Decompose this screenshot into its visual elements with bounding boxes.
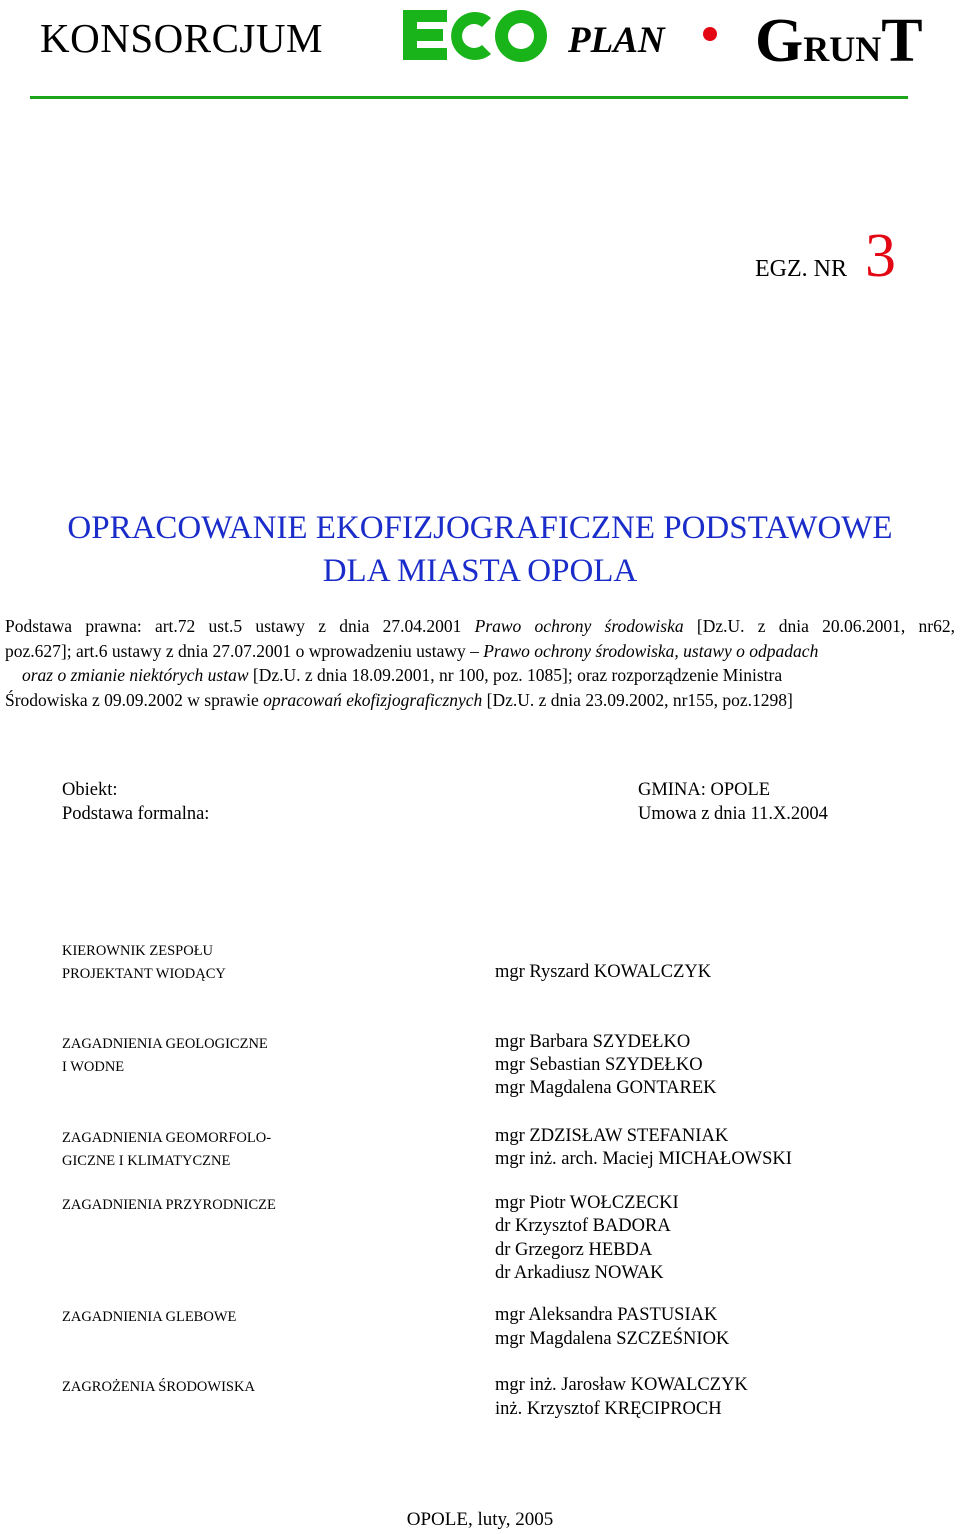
- role-nature: ZAGADNIENIA PRZYRODNICZE: [62, 1197, 276, 1213]
- role-geology-1: ZAGADNIENIA GEOLOGICZNE: [62, 1036, 268, 1052]
- role-soil: ZAGADNIENIA GLEBOWE: [62, 1309, 237, 1325]
- grunt-t: T: [881, 7, 923, 75]
- person-nature-1: mgr Piotr WOŁCZECKI: [495, 1193, 679, 1213]
- object-value: GMINA: OPOLE: [638, 780, 771, 800]
- person-nature-3: dr Grzegorz HEBDA: [495, 1240, 653, 1260]
- person-environment-1: mgr inż. Jarosław KOWALCZYK: [495, 1375, 748, 1395]
- role-environment: ZAGROŻENIA ŚRODOWISKA: [62, 1379, 255, 1395]
- role-geology-2: I WODNE: [62, 1059, 125, 1075]
- person-environment-2: inż. Krzysztof KRĘCIPROCH: [495, 1399, 722, 1419]
- person-soil-1: mgr Aleksandra PASTUSIAK: [495, 1305, 718, 1325]
- role-lead-1: KIEROWNIK ZESPOŁU: [62, 943, 214, 959]
- copy-number: [755, 222, 896, 290]
- copy-label: EGZ. NR: [755, 256, 847, 282]
- legal-basis: [5, 614, 955, 712]
- red-dot: [703, 27, 717, 41]
- plan-logo-text: PLAN: [568, 20, 665, 61]
- formal-basis-label: Podstawa formalna:: [62, 804, 210, 824]
- person-lead: mgr Ryszard KOWALCZYK: [495, 962, 712, 982]
- consortium-label: KONSORCJUM: [40, 15, 323, 61]
- legal-basis-line-4: Środowiska z 09.09.2002 w sprawie opracowań ekofizjograficznych [Dz.U. z dnia 23.09.2002, nr155, poz.1298]: [5, 689, 793, 710]
- person-nature-4: dr Arkadiusz NOWAK: [495, 1263, 664, 1283]
- person-geomorphology-1: mgr ZDZISŁAW STEFANIAK: [495, 1126, 729, 1146]
- formal-basis-value: Umowa z dnia 11.X.2004: [638, 804, 828, 824]
- object-label: Obiekt:: [62, 780, 118, 800]
- grunt-run: RUN: [803, 29, 882, 69]
- person-nature-2: dr Krzysztof BADORA: [495, 1216, 671, 1236]
- person-geology-3: mgr Magdalena GONTAREK: [495, 1078, 717, 1098]
- legal-basis-line-1: Podstawa prawna: art.72 ust.5 ustawy z dnia 27.04.2001 Prawo ochrony środowiska [Dz.U. z dnia 20.06.2001, nr62,: [5, 616, 956, 636]
- role-lead-2: PROJEKTANT WIODĄCY: [62, 966, 226, 982]
- copy-number-value: 3: [865, 222, 896, 290]
- person-geology-2: mgr Sebastian SZYDEŁKO: [495, 1055, 703, 1075]
- legal-basis-line-2: poz.627]; art.6 ustawy z dnia 27.07.2001 o wprowadzeniu ustawy – Prawo ochrony środowiska, ustawy o odpadach: [5, 640, 819, 661]
- person-geology-1: mgr Barbara SZYDEŁKO: [495, 1032, 691, 1052]
- role-geomorphology-1: ZAGADNIENIA GEOMORFOLO-: [62, 1130, 272, 1146]
- eco-logo: [393, 4, 553, 66]
- grunt-logo: [755, 7, 923, 75]
- legal-basis-line-3: oraz o zmianie niektórych ustaw [Dz.U. z dnia 18.09.2001, nr 100, poz. 1085]; oraz rozporządzenie Ministra: [22, 665, 783, 685]
- document-title-line-2: DLA MIASTA OPOLA: [322, 553, 638, 589]
- role-geomorphology-2: GICZNE I KLIMATYCZNE: [62, 1153, 231, 1169]
- place-date: OPOLE, luty, 2005: [406, 1509, 554, 1530]
- grunt-g: G: [755, 7, 804, 75]
- person-soil-2: mgr Magdalena SZCZEŚNIOK: [495, 1329, 730, 1349]
- header-divider: [30, 96, 908, 99]
- document-title-line-1: OPRACOWANIE EKOFIZJOGRAFICZNE PODSTAWOWE: [67, 510, 893, 546]
- person-geomorphology-2: mgr inż. arch. Maciej MICHAŁOWSKI: [495, 1149, 792, 1169]
